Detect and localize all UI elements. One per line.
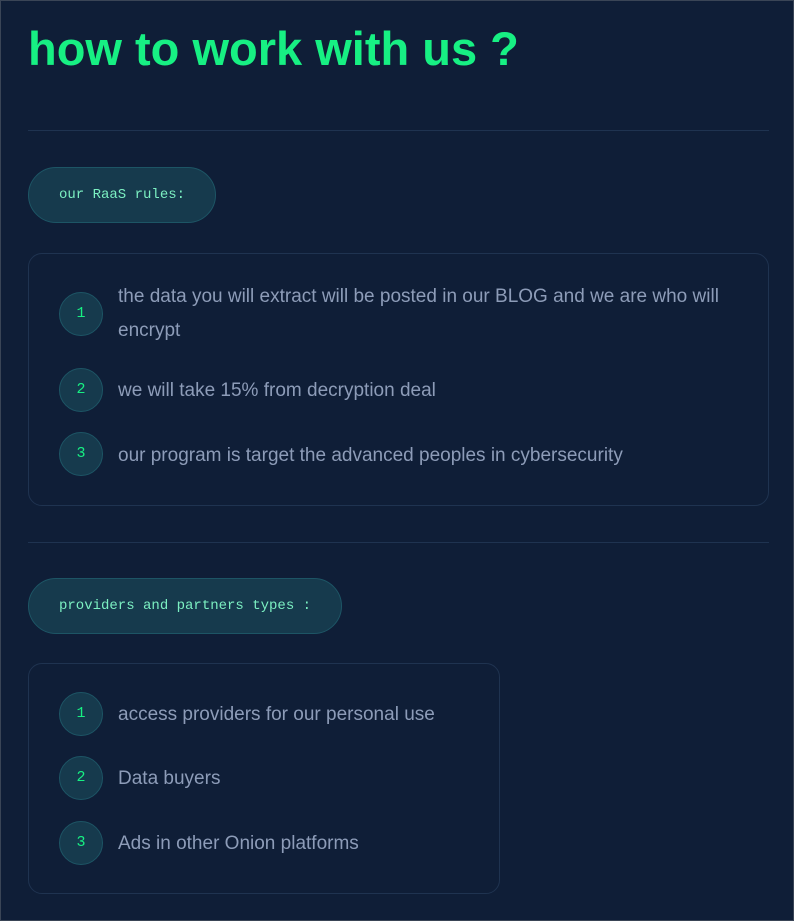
section-label-raas-rules: our RaaS rules: <box>28 167 216 223</box>
step-number-badge: 1 <box>59 292 103 336</box>
list-item-text: we will take 15% from decryption deal <box>118 380 436 401</box>
list-item-text: the data you will extract will be posted in our BLOG and we are who will encrypt <box>118 286 719 341</box>
step-number-badge: 2 <box>59 756 103 800</box>
list-item-text: our program is target the advanced peoples in cybersecurity <box>118 445 623 466</box>
rules-card <box>28 253 769 506</box>
list-item-text: Ads in other Onion platforms <box>118 833 359 854</box>
page-title: how to work with us ? <box>28 22 519 75</box>
step-number-badge: 3 <box>59 432 103 476</box>
divider <box>28 542 769 543</box>
step-number-badge: 2 <box>59 368 103 412</box>
partners-card <box>28 663 500 894</box>
section-label-partner-types: providers and partners types : <box>28 578 342 634</box>
step-number-badge: 1 <box>59 692 103 736</box>
list-item-text: access providers for our personal use <box>118 704 435 725</box>
step-number-badge: 3 <box>59 821 103 865</box>
list-item-text: Data buyers <box>118 768 221 789</box>
divider <box>28 130 769 131</box>
